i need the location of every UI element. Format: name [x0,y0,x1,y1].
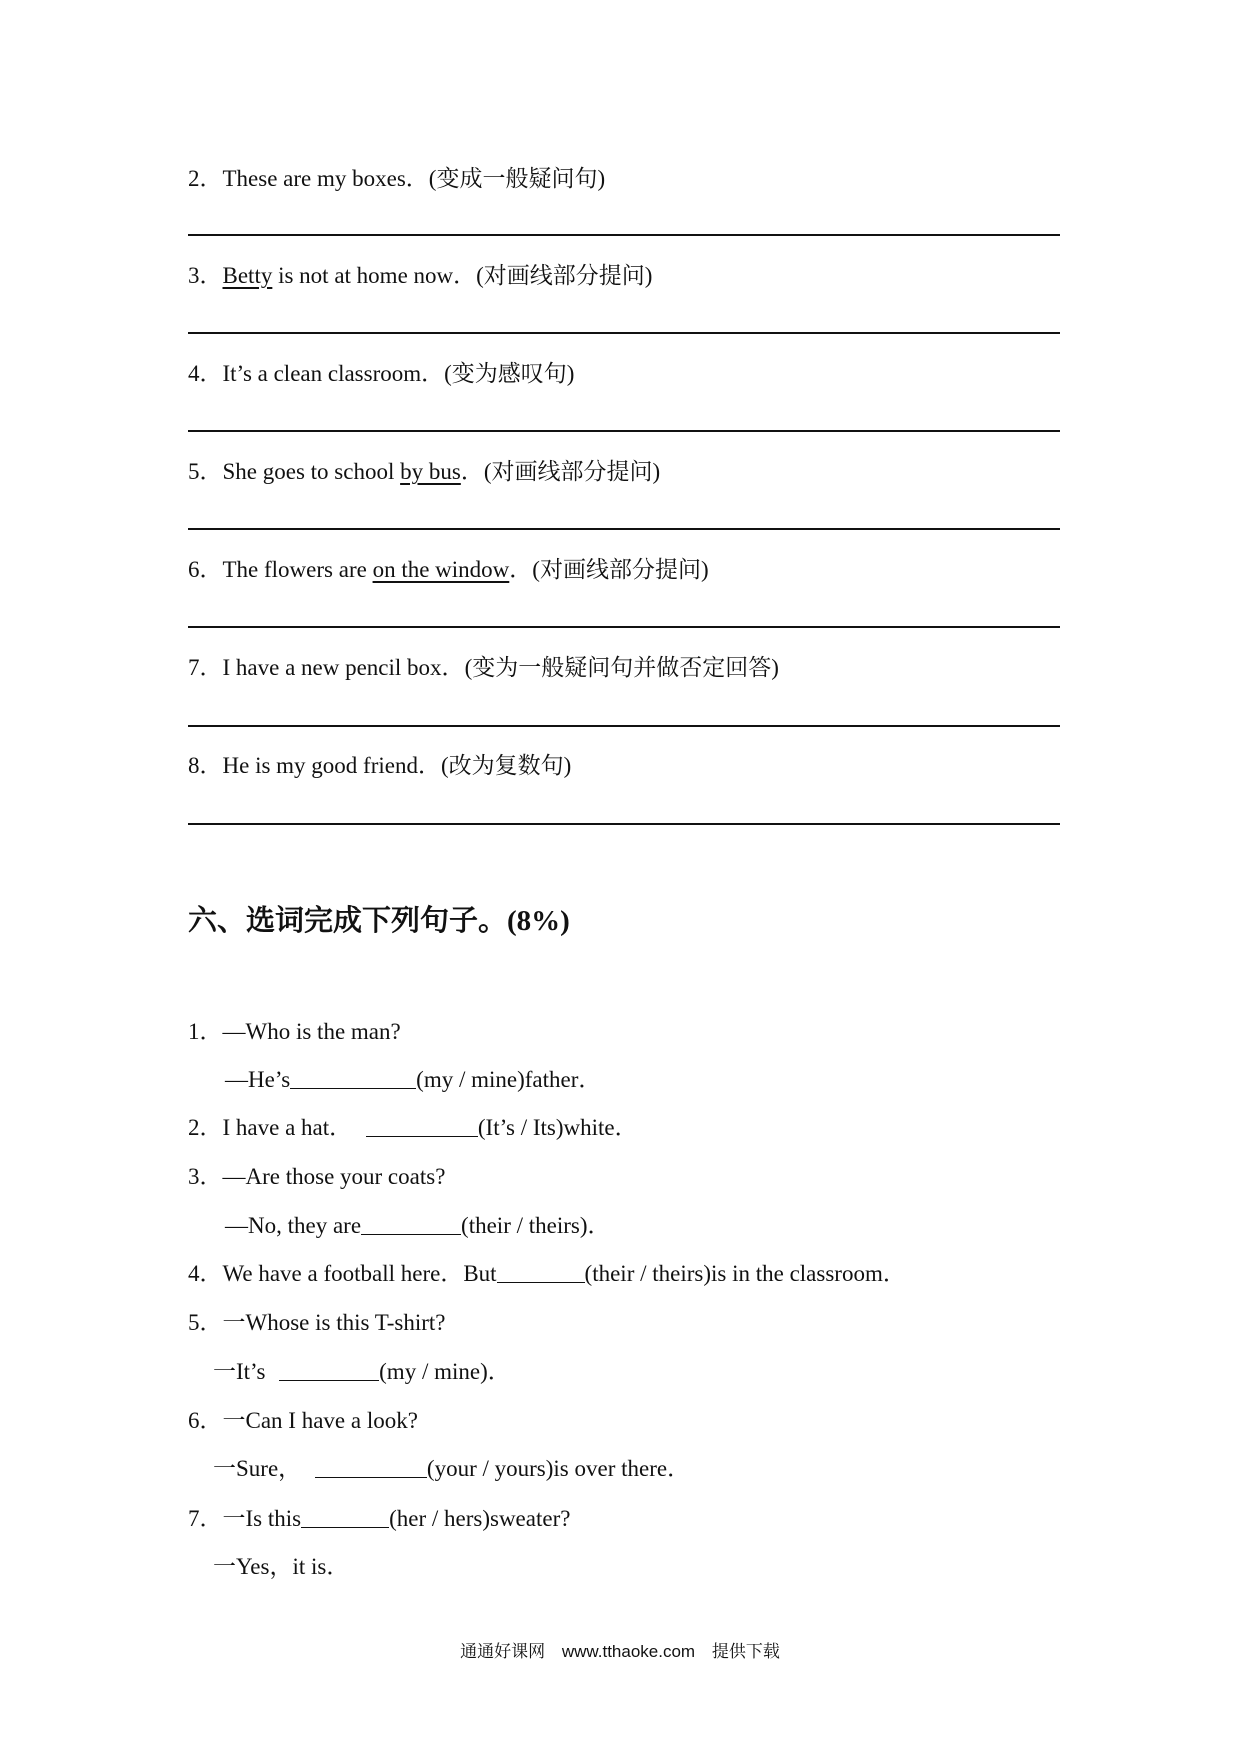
question-number: 5． [188,459,223,484]
question-number: 8． [188,753,223,778]
footer-url[interactable]: www.tthaoke.com [561,1642,696,1661]
question-instruction: (对画线部分提问) [532,557,709,582]
exercise-line [225,1207,611,1240]
question-text: is not at home now． [272,263,477,288]
question-text: I have a new pencil box． [222,655,465,680]
exercise-line [213,1450,690,1483]
question-number: 4． [188,361,223,386]
question-number: 2． [188,166,223,191]
question-text: I have a hat． [222,1115,353,1140]
answer-line [188,626,1060,628]
question-item [188,257,652,290]
answer-line [188,332,1060,334]
question-text: 一Whose is this T-shirt? [222,1310,446,1335]
exercise-line [188,1255,906,1288]
answer-line [188,234,1060,236]
question-text: (It’s / Its)white． [477,1115,638,1140]
question-number: 3． [188,263,223,288]
answer-blank[interactable] [279,1379,379,1381]
question-text: These are my boxes． [222,166,429,191]
question-text: We have a football here．But [222,1261,497,1286]
question-number: 7． [188,655,223,680]
question-item [188,355,574,388]
answer-blank[interactable] [315,1476,427,1478]
exercise-line [188,1402,418,1435]
question-text: The flowers are [222,557,373,582]
question-item [188,747,571,780]
page-footer [0,1637,1240,1662]
question-text: 一It’s [213,1359,266,1384]
question-number: 2． [188,1115,223,1140]
underlined-part: Betty [222,263,273,288]
answer-blank[interactable] [361,1233,461,1235]
question-text: ． [509,557,533,582]
question-number: 5． [188,1310,223,1335]
question-item [188,551,709,584]
question-text: —He’s [225,1067,291,1092]
answer-line [188,823,1060,825]
answer-blank[interactable] [301,1526,389,1528]
exercise-line [188,1304,445,1337]
question-text: (her / hers)sweater? [389,1506,571,1531]
question-text: He is my good friend． [222,753,441,778]
underlined-part: by bus [400,459,461,484]
question-number: 3． [188,1164,223,1189]
footer-site-name: 通通好课网 [460,1642,546,1661]
question-number: 4． [188,1261,223,1286]
answer-line [188,430,1060,432]
exercise-line [188,1500,570,1533]
question-text: 一Is this [222,1506,302,1531]
question-instruction: (变为一般疑问句并做否定回答) [464,655,779,680]
question-text: (my / mine)． [379,1359,511,1384]
answer-line [188,725,1060,727]
question-instruction: (变成一般疑问句) [428,166,606,191]
underlined-part: on the window [372,557,510,582]
exercise-line [225,1061,601,1094]
question-text: (their / theirs)is in the classroom． [584,1261,906,1286]
answer-blank[interactable] [290,1087,416,1089]
answer-blank[interactable] [366,1135,478,1137]
question-instruction: (变为感叹句) [444,361,575,386]
exercise-line [188,1013,401,1046]
question-text: 一Can I have a look? [222,1408,418,1433]
question-item [188,649,779,682]
footer-tagline: 提供下载 [711,1642,780,1661]
exercise-line [213,1353,511,1386]
question-text: (their / theirs)． [461,1213,611,1238]
answer-line [188,528,1060,530]
answer-blank[interactable] [497,1281,585,1283]
question-item [188,453,660,486]
question-number: 7． [188,1506,223,1531]
question-instruction: (对画线部分提问) [483,459,661,484]
question-item [188,160,605,193]
question-number: 6． [188,1408,223,1433]
question-text: —No, they are [225,1213,362,1238]
question-text: 一Sure， [213,1456,302,1481]
question-text: —Are those your coats? [222,1164,446,1189]
question-instruction: (改为复数句) [440,753,572,778]
question-text: 一Yes，it is． [213,1554,350,1579]
question-number: 1． [188,1019,223,1044]
question-text: ． [460,459,484,484]
question-text: —Who is the man? [222,1019,401,1044]
question-instruction: (对画线部分提问) [476,263,653,288]
question-text: (your / yours)is over there． [426,1456,691,1481]
question-text: It’s a clean classroom． [222,361,445,386]
question-text: She goes to school [222,459,401,484]
exercise-line [188,1109,638,1142]
exercise-line [213,1548,349,1581]
exercise-line [188,1158,445,1191]
question-number: 6． [188,557,223,582]
section-6-title: 六、选词完成下列句子。(8%) [188,905,570,937]
question-text: (my / mine)father． [416,1067,602,1092]
